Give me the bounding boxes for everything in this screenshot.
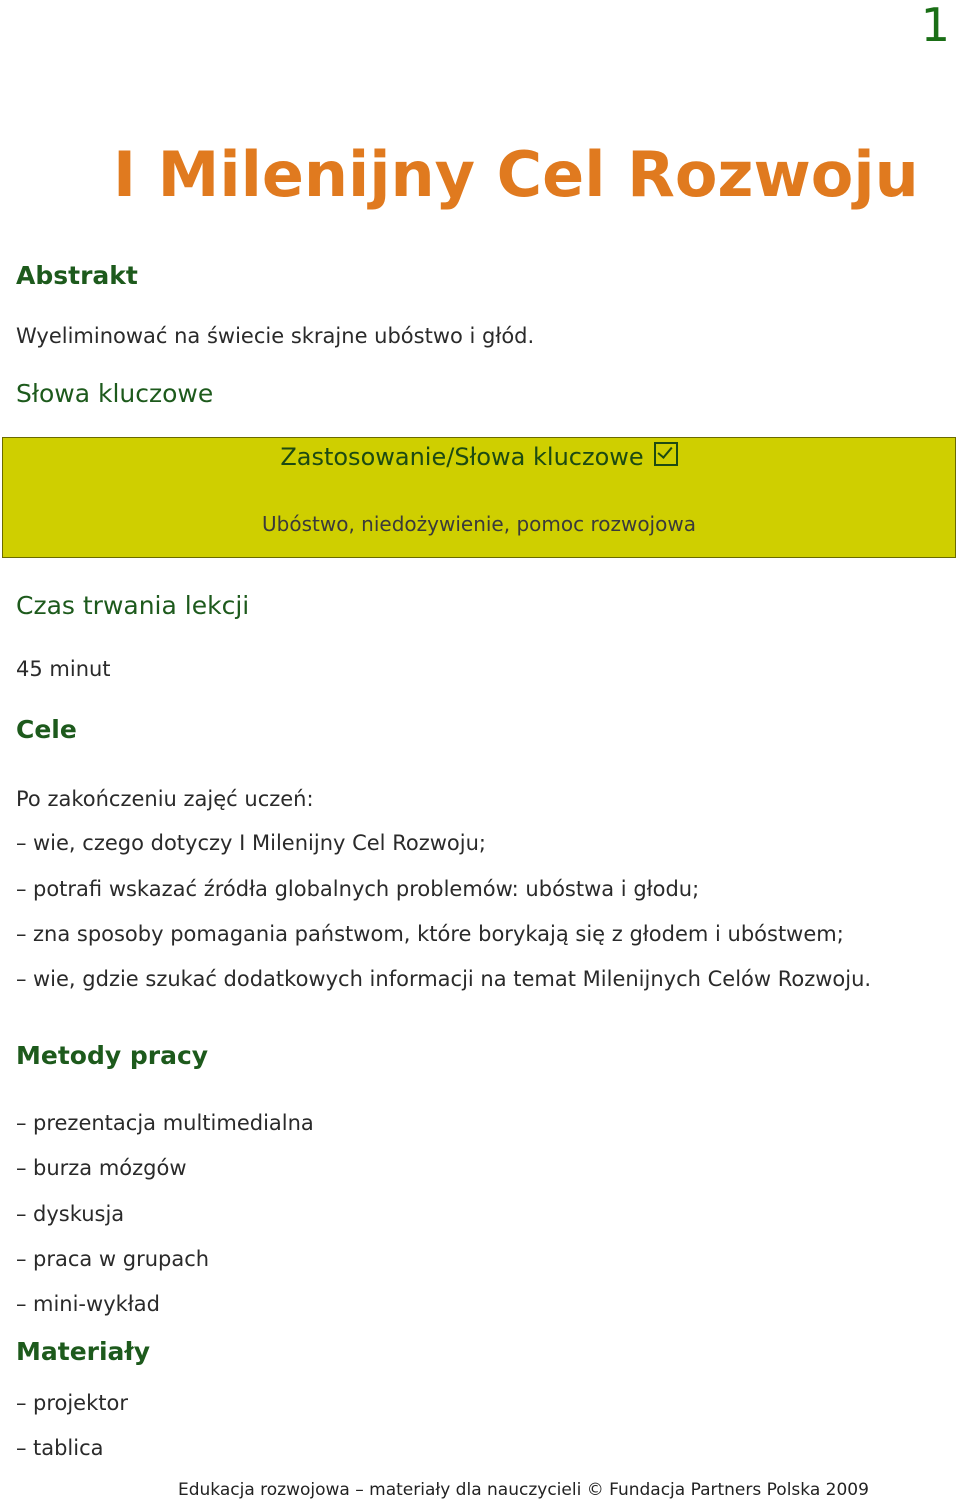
list-item: – zna sposoby pomagania państwom, które borykają się z głodem i ubóstwem;	[16, 922, 844, 946]
duration-text: 45 minut	[16, 657, 111, 681]
page-title: I Milenijny Cel Rozwoju	[113, 138, 919, 211]
method-item-text: prezentacja multimedialna	[33, 1111, 314, 1135]
list-item: – prezentacja multimedialna	[16, 1111, 314, 1135]
checkbox-checked-icon	[654, 442, 678, 466]
page-number: 1	[920, 0, 950, 52]
list-item: – tablica	[16, 1436, 104, 1460]
materials-heading: Materiały	[16, 1337, 150, 1366]
keywords-box-heading	[3, 442, 955, 471]
keywords-heading: Słowa kluczowe	[16, 379, 214, 408]
method-item-text: burza mózgów	[33, 1156, 187, 1180]
goal-item-text: potrafi wskazać źródła globalnych problemów: ubóstwa i głodu;	[33, 877, 700, 901]
method-item-text: praca w grupach	[33, 1247, 210, 1271]
method-item-text: mini-wykład	[33, 1292, 160, 1316]
goal-item-text: wie, czego dotyczy I Milenijny Cel Rozwoju;	[33, 831, 486, 855]
goal-item-text: wie, gdzie szukać dodatkowych informacji na temat Milenijnych Celów Rozwoju.	[33, 967, 872, 991]
list-item: – wie, gdzie szukać dodatkowych informacji na temat Milenijnych Celów Rozwoju.	[16, 967, 872, 991]
goals-intro: Po zakończeniu zajęć uczeń:	[16, 787, 314, 811]
method-item-text: dyskusja	[33, 1202, 125, 1226]
abstract-text: Wyeliminować na świecie skrajne ubóstwo i głód.	[16, 324, 535, 348]
list-item: – burza mózgów	[16, 1156, 187, 1180]
material-item-text: projektor	[33, 1391, 128, 1415]
list-item: – dyskusja	[16, 1202, 125, 1226]
duration-heading: Czas trwania lekcji	[16, 591, 250, 620]
methods-heading: Metody pracy	[16, 1041, 209, 1070]
goal-item-text: zna sposoby pomagania państwom, które borykają się z głodem i ubóstwem;	[33, 922, 844, 946]
keywords-box	[2, 437, 956, 558]
material-item-text: tablica	[33, 1436, 104, 1460]
list-item: – wie, czego dotyczy I Milenijny Cel Rozwoju;	[16, 831, 486, 855]
goals-heading: Cele	[16, 715, 77, 744]
keywords-box-heading-label: Zastosowanie/Słowa kluczowe	[280, 443, 644, 471]
page-footer: Edukacja rozwojowa – materiały dla nauczycieli © Fundacja Partners Polska 2009	[178, 1480, 869, 1500]
abstract-heading: Abstrakt	[16, 261, 138, 290]
keywords-box-text: Ubóstwo, niedożywienie, pomoc rozwojowa	[262, 512, 696, 536]
list-item: – praca w grupach	[16, 1247, 210, 1271]
list-item: – projektor	[16, 1391, 128, 1415]
list-item: – potrafi wskazać źródła globalnych problemów: ubóstwa i głodu;	[16, 877, 700, 901]
list-item: – mini-wykład	[16, 1292, 160, 1316]
